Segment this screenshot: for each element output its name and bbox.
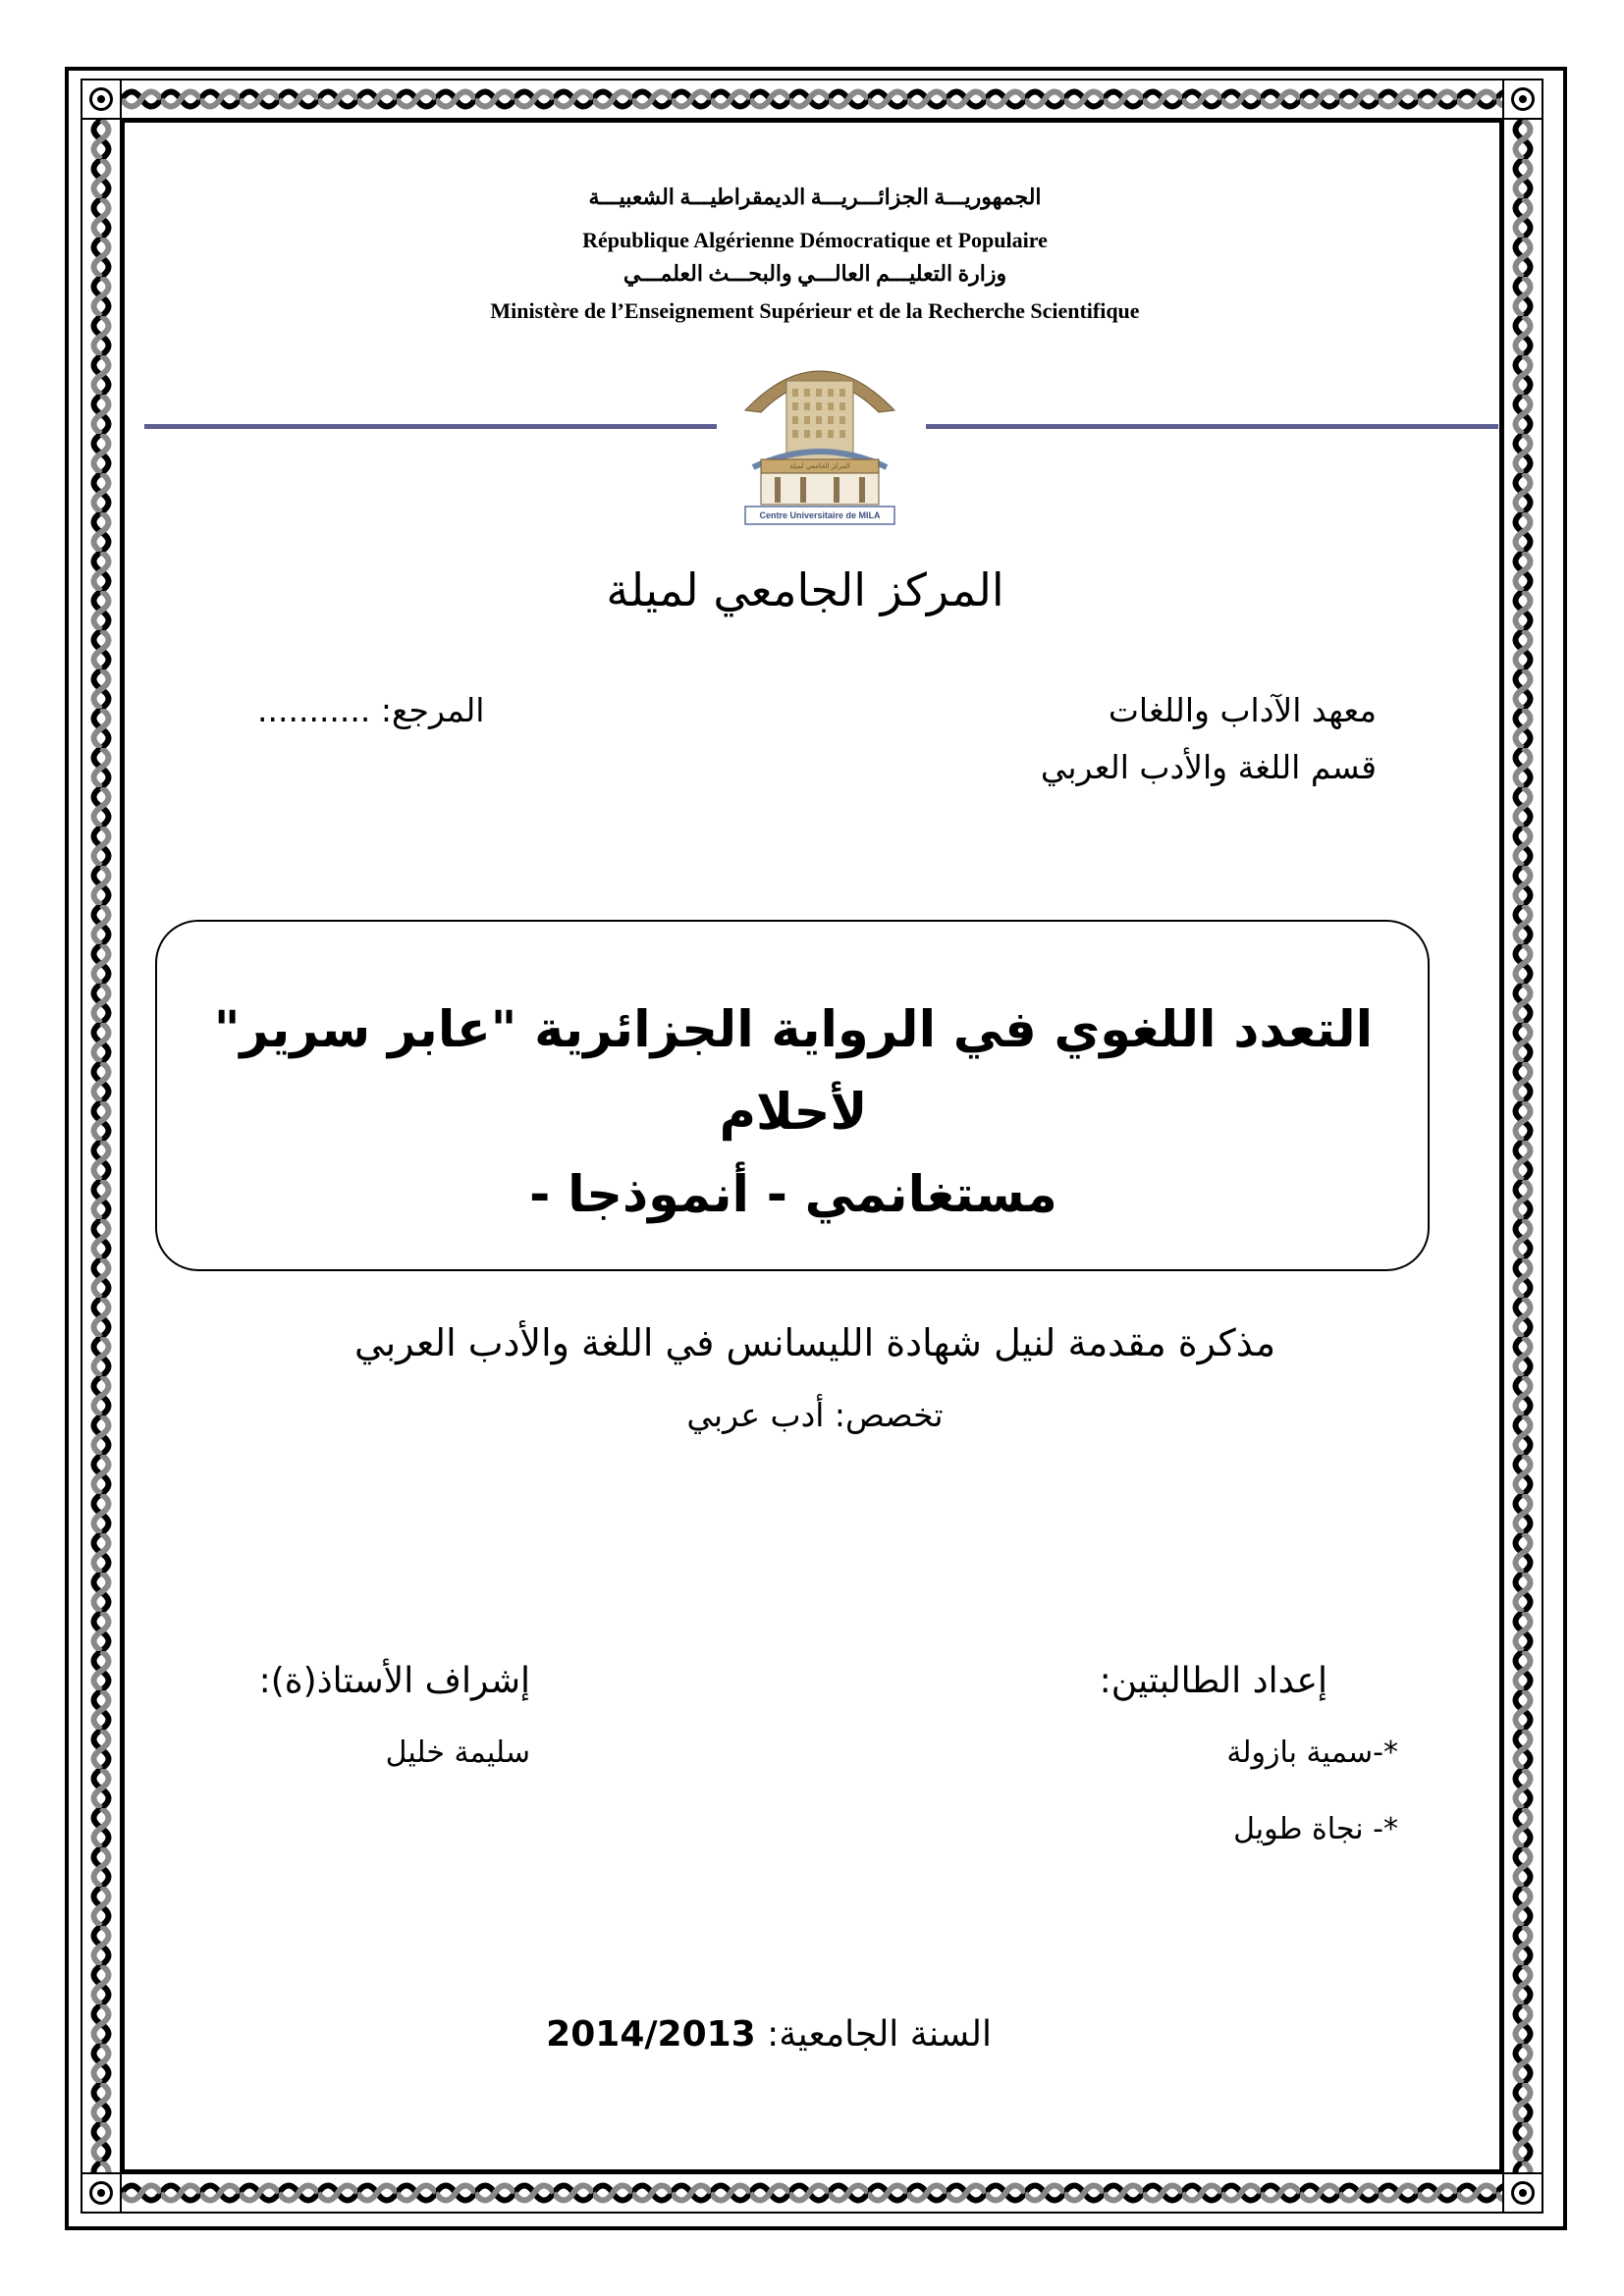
specialty: تخصص: أدب عربي — [686, 1396, 944, 1434]
logo-banner-text: المركز الجامعي لميلة — [789, 462, 850, 470]
chain-pattern-bottom — [82, 2174, 1543, 2214]
prepared-by-label: إعداد الطالبتين: — [1099, 1661, 1327, 1701]
supervisor-name: سليمة خليل — [385, 1735, 530, 1770]
thesis-title-line-1: التعدد اللغوي في الرواية الجزائرية "عابر سرير" لأحلام — [213, 1001, 1374, 1142]
academic-year-value: 2014/2013 — [546, 2014, 756, 2055]
supervision-label: إشراف الأستاذ(ة): — [258, 1661, 530, 1701]
university-center-name: المركز الجامعي لميلة — [606, 563, 1004, 616]
reference-field: المرجع: ........... — [257, 691, 485, 729]
chain-pattern-right — [1504, 80, 1543, 2214]
border-band-left — [81, 79, 122, 2214]
border-band-top — [81, 79, 1543, 120]
thesis-title-line-2: مستغانمي - أنموذجا - — [529, 1166, 1057, 1224]
university-logo — [731, 342, 908, 528]
memo-description: مذكرة مقدمة لنيل شهادة الليسانس في اللغة والأدب العربي — [353, 1321, 1276, 1364]
border-band-right — [1502, 79, 1543, 2214]
header-rule-right — [926, 424, 1498, 429]
ministry-name-french: Ministère de l’Enseignement Supérieur et de la Recherche Scientifique — [490, 298, 1140, 323]
logo-caption: Centre Universitaire de MILA — [759, 510, 881, 520]
republic-name-french: République Algérienne Démocratique et Populaire — [582, 228, 1048, 252]
header-rule-left — [144, 424, 717, 429]
chain-pattern-left — [82, 80, 122, 2214]
corner-ornament-bottom-left — [81, 2172, 122, 2214]
department-name: قسم اللغة والأدب العربي — [1040, 748, 1377, 786]
chain-pattern-top — [82, 80, 1543, 120]
student-name: *- نجاة طويل — [1233, 1812, 1398, 1846]
corner-ornament-top-right — [1502, 79, 1543, 120]
institute-name: معهد الآداب واللغات — [1108, 691, 1377, 729]
republic-name-arabic: الجمهوريـــة الجزائـــريـــة الديمقراطيـــة الشعبيـــة — [588, 185, 1042, 209]
student-name: *-سمية بازولة — [1226, 1735, 1398, 1770]
corner-ornament-top-left — [81, 79, 122, 120]
border-band-bottom — [81, 2172, 1543, 2214]
academic-year-label: السنة الجامعية: — [767, 2014, 992, 2055]
thesis-title — [187, 989, 1400, 1237]
corner-ornament-bottom-right — [1502, 2172, 1543, 2214]
academic-year — [546, 2014, 992, 2055]
ministry-name-arabic: وزارة التعليـــم العالـــي والبحـــث العلمـــي — [623, 261, 1007, 286]
